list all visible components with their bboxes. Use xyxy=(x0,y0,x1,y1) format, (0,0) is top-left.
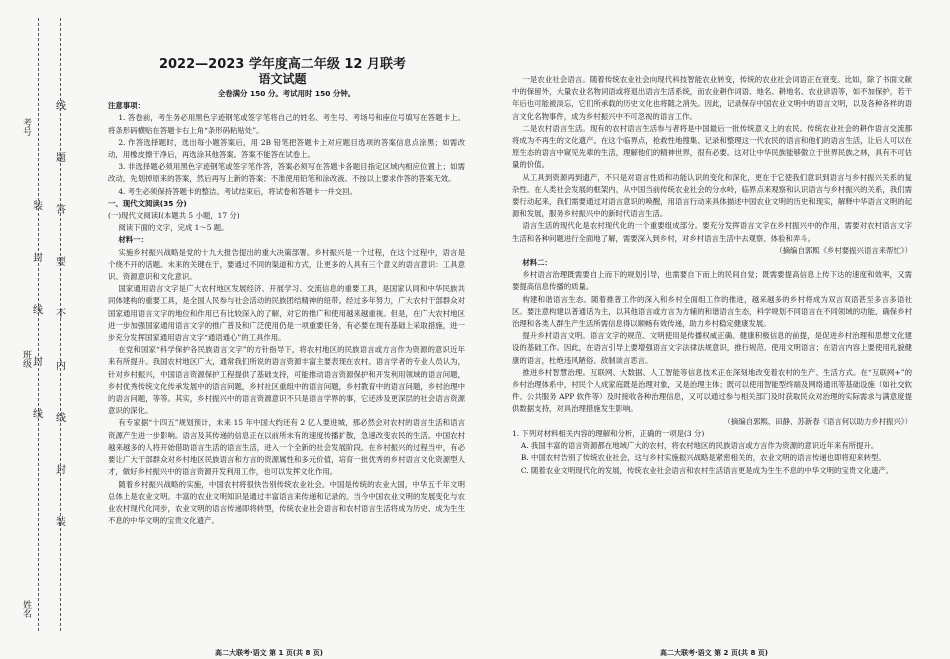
cut-char: 答 xyxy=(56,205,66,216)
instruction: 阅读下面的文字，完成 1～5 题。 xyxy=(118,223,229,233)
exam-meta: 全卷满分 150 分。考试用时 150 分钟。 xyxy=(217,89,356,98)
paragraph: 随着乡村振兴战略的实施，中国农村将很快告别传统农业社会。中国是传统的农业大国，中华五千年文明总体上是农业文明。丰富的农业文明知识是通过丰富语言来传递和记录的。当今中国农业文明的发展变化与农业农村现代化同步，农业文明的语言传递即将转型，传统农业社会语言和农村语言生活将成为历史、成为生生不息的中华文明的宝贵文化遗产。 xyxy=(108,479,465,526)
cut-char: 线 xyxy=(33,409,43,420)
binding-margin xyxy=(0,0,95,659)
cut-char: 要 xyxy=(56,257,66,268)
paragraph: 一是农业社会语言。随着传统农业社会向现代科技智能农业转变，传统的农业社会词语正在衰变。比如，除了书面文献中的保留外，大量农业名物词语或将退出语言生活系统，而农业耕作词语、地名、耕地名、农业谚语等，如不加保护，若干年后也可能被淡忘，它们所承载的历史文化也将随之消失。因此，记录保存中国农业文明中的语言文明，以及各种各样的语言文化名物事件，成为乡村振兴中不可忽视的语言工作。 xyxy=(512,75,912,121)
paragraph: 国家通用语言文字是广大农村地区发展经济、开展学习、交流信息的重要工具，是国家认同和中华民族共同体建构的重要工具，是全国人民参与社会活动的民族团结精神的纽带。经过多年努力，广大农村干部群众对国家通用语言文字的地位和作用已有比较深入的了解，对它的推广和使用越来越重视。但是，在广大农村地区进一步加强国家通用语言文字的推广普及和广泛使用仍是一项重要任务，有必要在现有基础上采取措施，进一步充分发挥国家通用语言文字“通语通心”的工具作用。 xyxy=(108,284,465,343)
paragraph: 提升乡村语言文明。语言文字的规范、文明使用是传播权威正确、健康积极信息的前提，是促进乡村治理和思想文化建设的基础工作。因此，在语言引导上要增强语言文字法律法规意识，推行规范、使用文明语言；在语言内容上要使用礼貌健康的语言，杜绝违风陋俗、敌制谈言恶言。 xyxy=(512,331,912,365)
exam-subtitle: 语文试题 xyxy=(258,72,307,86)
paragraph: 有专家据“十四五”规划预计，未来 15 年中国大约还有 2 亿人要进城，那必然会对农村的语言生活和语言资源产生进一步影响。语言及其传递的信息正在以前所未有的速度传播扩散，急速改变农民的生活。中国农村越来越多的人将开始借助语言生活的语言生活，进入一个全新的社会发展阶段。在乡村振兴的过程当中，有必要让广大干部群众对乡村地区民族语言和方言的资源属性和多元价值，培育一批优秀的乡村语言文化资源型人才，做好乡村振兴中的语言资源开发利用工作，也可以发挥文化作用。 xyxy=(108,418,465,477)
cut-char: 装 xyxy=(33,201,43,212)
cut-char: 线 xyxy=(56,101,66,112)
cut-char: 线 xyxy=(56,413,66,424)
paragraph: 实施乡村振兴战略是党的十九大报告提出的重大决策部署。乡村振兴是一个过程，在这个过程中，语言是个绕不开的话题。未来的关键在于，要通过不同的渠道和方式，让更多的人具有三个意义的语言意识：工具意识、资源意识和文化意识。 xyxy=(108,247,465,282)
right-column xyxy=(512,74,912,640)
paragraph: 推进乡村智慧治理。互联网、大数据、人工智能等信息技术正在深刻地改变着农村的生产、生活方式。在“互联网+”的乡村治理体系中，村民个人成家庭既是治理对象，又是治理主体；既可以使用智能型终端及网络通讯等基础设施（如社交软件、公共服务 APP 软件等）及时接收各种治理信息，又可以通过参与相关部门及时获取民众对治理的实际需求与满意度提供数据支持，对具治理措施发生影响。 xyxy=(512,367,912,414)
source-citation: （摘编自郭熙、田静、苏新春《语言何以助力乡村振兴》） xyxy=(723,416,912,426)
page-footer-left: 高二大联考·语文 第 1 页(共 8 页) xyxy=(215,649,323,657)
field-name: 姓名 xyxy=(21,600,31,618)
field-exam-number: 考号 xyxy=(21,118,31,136)
note-item: 1. 答卷前，考生务必用黑色字迹钢笔或签字笔将自己的姓名、考生号、考场号和座位号填写在答题卡上。将条形码横贴在答题卡右上角“条形码粘贴处”。 xyxy=(108,113,465,135)
notes-heading: 注意事项： xyxy=(108,101,145,111)
exam-title: 2022—2023 学年度高二年级 12 月联考 xyxy=(158,57,407,72)
paragraph: 二是农村语言生活。现有的农村语言生活参与者将是中国最后一批传统意义上的农民。传统农业社会的耕作语言交流都将成为不再生的文化遗产。在这个临界点，抢救性地搜集、记录和整理这一代农民的语言和他们的语言生活，让后人可以在原生态的语言中窥见先辈的生活，理解他们的精神世界，很有必要。这对让中华民族能够傲立于世界民族之林，具有不可估量的价值。 xyxy=(512,123,912,170)
cut-char: 线 xyxy=(33,305,43,316)
option-a: A. 我国丰富的语言资源都在地域广大的农村，将农村地区的民族语言或方言作为资源的意识近年来有所提升。 xyxy=(520,441,879,451)
cut-char: 内 xyxy=(56,361,66,372)
cut-char: 题 xyxy=(56,153,66,164)
cut-notice xyxy=(55,100,67,568)
note-item: 3. 非选择题必须用黑色字迹钢笔或签字笔作答，答案必须写在答题卡各题目指定区域内相应位置上；如需改动，先划掉原来的答案，然后再写上新的答案；不准使用铅笔和涂改液。不按以上要求作答的答案无效。 xyxy=(108,162,465,184)
source-citation: （摘编自郭熙《乡村要振兴语言来帮忙》） xyxy=(775,245,912,255)
cut-char: 不 xyxy=(56,309,66,320)
cut-char: 装 xyxy=(56,517,66,528)
field-class: 班级 xyxy=(21,350,31,368)
cut-notice-inner xyxy=(32,200,44,460)
cut-char: 封 xyxy=(56,465,66,476)
paragraph: 在党和国家“科学保护各民族语言文字”的方针指导下，将农村地区的民族语言或方言作为资源的意识近年来有所提升。我国农村地区广大，通常我们所说的语言资源丰富主要表现在农村。语言学者的专业人员认为，针对乡村振兴，中国语言资源保护工程提供了基础支持，可能推动语言资源保护和开发利用领域的语言问题，乡村优秀传统文化传承发展中的语言问题，乡村社区重组中的语言问题，乡村教育中的语言问题，乡村治理中的语言问题，等等。其实，乡村振兴中的语言资源意识不只是语言学界的事，它还涉及更深层的社会语言资源意识的深化。 xyxy=(108,345,465,416)
note-item: 4. 考生必须保持答题卡的整洁。考试结束后，将试卷和答题卡一并交回。 xyxy=(118,186,357,196)
subsection-heading: (一)现代文阅读Ⅰ(本题共 5 小题，17 分) xyxy=(108,211,240,221)
cut-char: 封 xyxy=(33,253,43,264)
cut-char: 封 xyxy=(33,357,43,368)
paragraph: 语言生活的现代化是农村现代化的一个重要组成部分。要充分发挥语言文字在乡村振兴中的作用，需要对农村语言文字生活和各种问题进行全面地了解，需要深入到乡村，对乡村语言生活中去观察、体验和弄斗。 xyxy=(512,221,912,243)
paragraph: 从工具到资源再到遗产，不只是对语言性质和功能认识的变化和深化，更在于它使我们意识到语言与乡村振兴关系的复杂性。在人类社会发展的框架内，从中国当前传统农业社会的分水岭，临界点来观察和认识语言与乡村振兴的关系，我们需要行动起来，我们需要通过对语言意识的唤醒，用语言行动来具体描述中国农业文明的历史和现实，解释中华语言文明的起源和发展，服务乡村振兴中的新时代语言生活。 xyxy=(512,172,912,219)
page-footer-right: 高二大联考·语文 第 2 页(共 8 页) xyxy=(660,649,768,657)
section-heading: 一、现代文阅读(35 分) xyxy=(108,198,187,208)
material-1-label: 材料一： xyxy=(118,235,148,245)
left-column xyxy=(108,88,465,640)
paragraph: 乡村语言治理既需要自上而下的规划引导，也需要自下而上的民间自觉；既需要提高信息上传下达的速度和效率，又需要提高信息传播的质量。 xyxy=(512,270,912,292)
note-item: 2. 作答选择题时，选出每小题答案后，用 2B 铅笔把答题卡上对应题目选项的答案信息点涂黑；如需改动，用橡皮擦干净后，再选涂其他答案。答案不能答在试卷上。 xyxy=(108,137,465,160)
option-b: B. 中国农村告别了传统农业社会，这与乡村实施振兴战略是紧密相关的，农业文明的语言传递也即将迎来转型。 xyxy=(520,453,886,463)
question-stem: 1. 下列对材料相关内容的理解和分析，正确的一项是(3 分) xyxy=(512,428,705,438)
material-2-label: 材料二： xyxy=(522,258,552,268)
paragraph: 构建和谐语言生态。随着推普工作的深入和乡村全面组工作的推进，越来越多的乡村将成为双言双语甚至多言多语社区。要注意构建以普通话为主，以其他语言或方言为方辅的和谐语言生态，科学规划不同语言在不同领域的功能，确保乡村治理和各类人群生产生活所需信息得以顺畅有效传递，助力乡村稳定健康发展。 xyxy=(512,294,912,329)
option-c: C. 随着农业文明现代化的发展，传统农业社会语言和农村生活语言更是成为生生不息的中华文明的宝贵文化遗产。 xyxy=(520,465,894,475)
